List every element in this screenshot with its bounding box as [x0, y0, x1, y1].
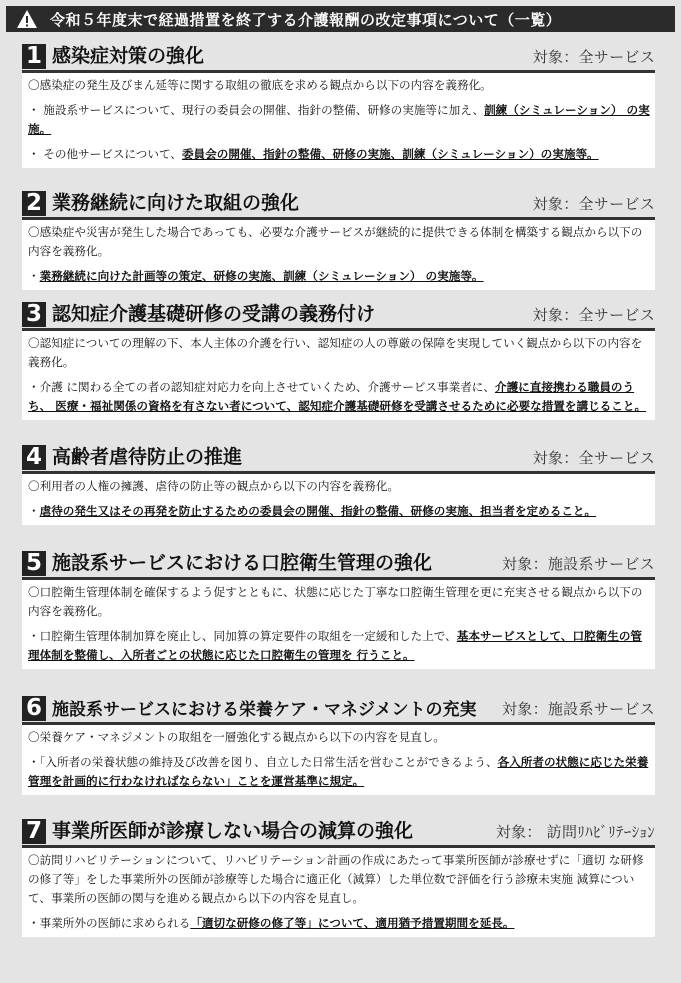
item-text: ・口腔衛生管理体制加算を廃止し、同加算の算定要件の取組を一定緩和した上で、 [28, 629, 457, 643]
section-4 [22, 441, 655, 525]
section-number: 2 [22, 191, 46, 216]
section-7 [22, 815, 655, 937]
section-intro: 〇口腔衛生管理体制を確保するよう促すとともに、状態に応じた丁寧な口腔衛生管理を更に充実させる観点から以下の内容を義務化。 [28, 585, 643, 618]
section-item [28, 378, 651, 416]
section-header [22, 547, 655, 580]
section-number: 7 [22, 819, 46, 844]
section-item [28, 145, 651, 164]
section-target: 対象：全サービス [532, 306, 655, 324]
section-title: 業務継続に向けた取組の強化 [52, 192, 300, 214]
section-number: 5 [22, 551, 46, 576]
section-number: 4 [22, 445, 46, 470]
item-emphasis: 介護に直接携わる職員のうち、 医療・福祉関係の資格を有さない者について、認知症介護基礎研修を受講させるために必要な措置を講じること。 [28, 380, 647, 413]
item-emphasis: 基本サービスとして、口腔衛生の管理体制を整備し、入所者ごとの状態に応じた口腔衛生の管理を 行うこと。 [28, 629, 643, 662]
section-5 [22, 547, 655, 669]
item-emphasis: 業務継続に向けた計画等の策定、研修の実施、訓練（シミュレーション） の実施等。 [39, 269, 484, 283]
section-target: 対象：全サービス [532, 449, 655, 467]
section-item [28, 267, 651, 286]
section-number: 3 [22, 302, 46, 327]
section-2 [22, 187, 655, 290]
item-text: ・ その他サービスについて、 [28, 147, 182, 161]
page-title: 令和５年度末で経過措置を終了する介護報酬の改定事項について（一覧） [50, 10, 562, 29]
section-intro: 〇訪問リハビリテーションについて、リハビリテーション計画の作成にあたって事業所医師が診療せずに「適切 な研修の修了等」をした事業所外の医師が診療等した場合に適正化（減算）した単位数で評価を行う診療未実施 減算について、事業所の医師の関与を進める観点から以下の内容を見直し。 [28, 853, 644, 905]
section-item [28, 502, 651, 521]
section-header [22, 815, 655, 848]
item-emphasis: 「適切な研修の修了等」について、適用猶予措置期間を延長。 [190, 916, 515, 930]
item-text: ・事業所外の医師に求められる [28, 916, 191, 930]
item-text: ・介護 に関わる全ての者の認知症対応力を向上させていくため、介護サービス事業者に、 [28, 380, 495, 394]
section-3 [22, 298, 655, 420]
section-number: 1 [22, 44, 46, 69]
section-header [22, 692, 655, 725]
section-target: 対象：施設系サービス [501, 555, 655, 573]
section-body [22, 73, 655, 168]
section-header [22, 298, 655, 331]
section-item [28, 914, 651, 933]
section-intro: 〇栄養ケア・マネジメントの取組を一層強化する観点から以下の内容を見直し。 [28, 730, 446, 744]
item-emphasis: 虐待の発生又はその再発を防止するための委員会の開催、指針の整備、研修の実施、担当者を定めること。 [39, 504, 597, 518]
item-emphasis: 委員会の開催、指針の整備、研修の実施、訓練（シミュレーション）の実施等。 [181, 147, 599, 161]
section-6 [22, 692, 655, 795]
section-intro: 〇感染症の発生及びまん延等に関する取組の徹底を求める観点から以下の内容を義務化。 [28, 78, 492, 92]
section-target: 対象：施設系サービス [501, 700, 655, 718]
warning-icon [16, 8, 38, 30]
section-intro: 〇認知症についての理解の下、本人主体の介護を行い、認知症の人の尊厳の保障を実現していく観点から以下の内容を義務化。 [28, 336, 643, 369]
item-emphasis: 訓練（シミュレーション） の実施。 [28, 103, 650, 136]
section-item [28, 627, 651, 665]
section-intro: 〇利用者の人権の擁護、虐待の防止等の観点から以下の内容を義務化。 [28, 479, 400, 493]
section-title: 認知症介護基礎研修の受講の義務付け [52, 303, 376, 325]
section-body [22, 474, 655, 525]
section-header [22, 187, 655, 220]
section-target: 対象： 訪問ﾘﾊﾋﾞﾘﾃｰｼｮﾝ [495, 823, 655, 841]
section-body [22, 580, 655, 669]
header-banner [6, 6, 675, 32]
section-header [22, 441, 655, 474]
item-text: ・ [28, 269, 40, 283]
section-body [22, 848, 655, 937]
item-emphasis: 各入所者の状態に応じた栄養管理を計画的に行わなければならない」ことを運営基準に規定。 [28, 755, 649, 788]
section-title: 施設系サービスにおける口腔衛生管理の強化 [52, 552, 433, 574]
section-title: 感染症対策の強化 [52, 45, 205, 67]
section-body [22, 220, 655, 290]
item-text: ・ [28, 504, 40, 518]
section-body [22, 331, 655, 420]
section-title: 施設系サービスにおける栄養ケア・マネジメントの充実 [52, 700, 477, 720]
section-title: 事業所医師が診療しない場合の減算の強化 [52, 820, 414, 842]
section-item [28, 753, 651, 791]
section-intro: 〇感染症や災害が発生した場合であっても、必要な介護サービスが継続的に提供できる体制を構築する観点から以下の内容を義務化。 [28, 225, 643, 258]
section-header [22, 40, 655, 73]
item-text: ・ 施設系サービスについて、現行の委員会の開催、指針の整備、研修の実施等に加え、 [28, 103, 485, 117]
section-title: 高齢者虐待防止の推進 [52, 446, 243, 468]
section-target: 対象：全サービス [532, 195, 655, 213]
section-number: 6 [22, 696, 46, 721]
section-body [22, 725, 655, 795]
section-1 [22, 40, 655, 168]
section-target: 対象：全サービス [532, 48, 655, 66]
item-text: ・「入所者の栄養状態の維持及び改善を図り、自立した日常生活を営むことができるよう、 [28, 755, 498, 769]
section-item [28, 101, 651, 139]
